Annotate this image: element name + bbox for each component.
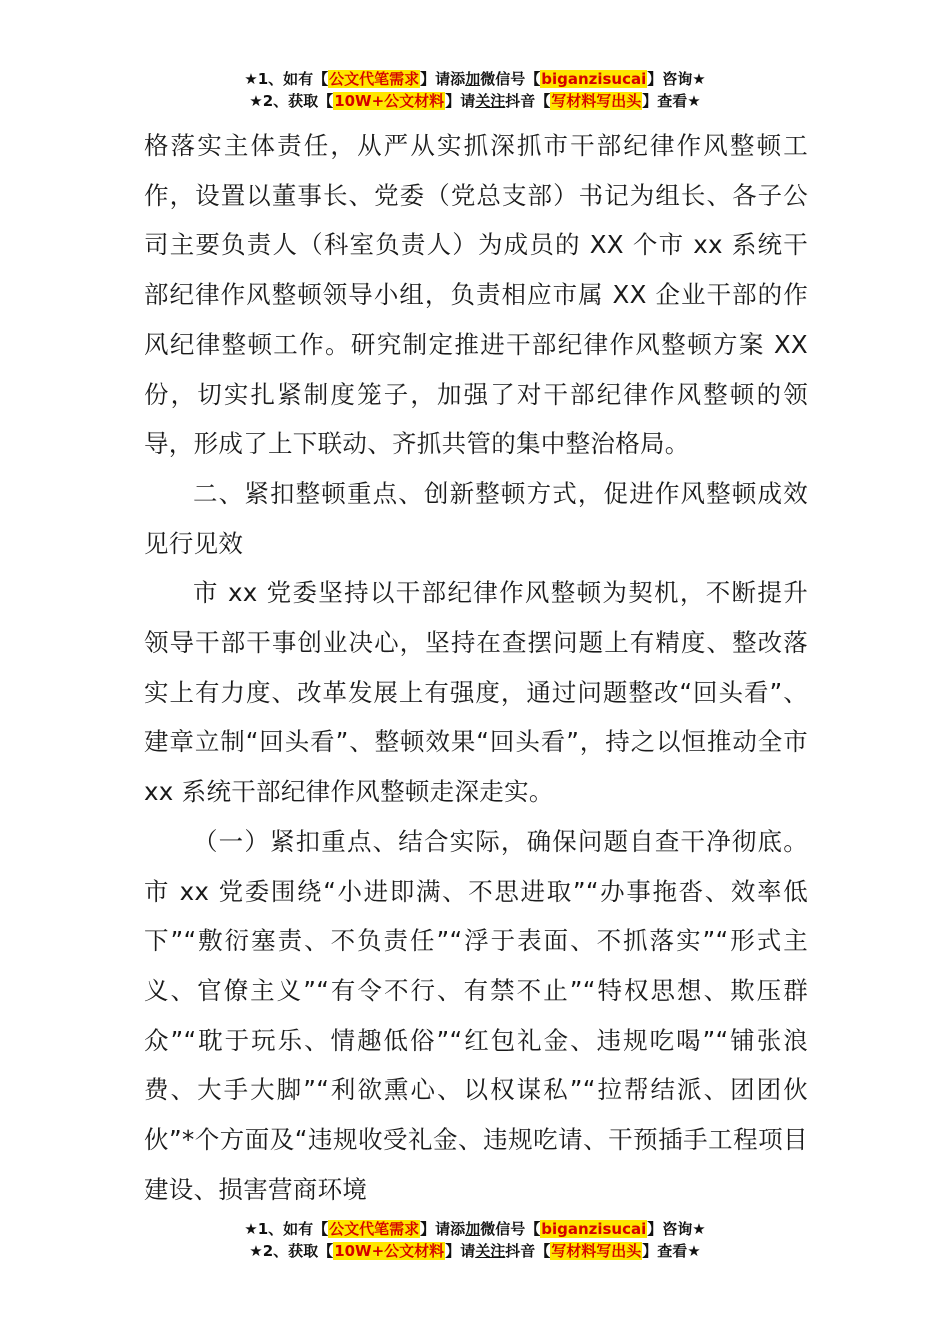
banner-highlight: biganzisucai xyxy=(541,70,647,88)
banner-line-2 xyxy=(0,90,950,112)
banner-underlined: 加 xyxy=(465,1220,481,1238)
banner-text: 】请添 xyxy=(420,70,466,88)
section-heading: 二、紧扣整顿重点、创新整顿方式，促进作风整顿成效见行见效 xyxy=(144,478,808,558)
banner-line-1 xyxy=(0,68,950,90)
banner-text: 】请 xyxy=(445,1242,476,1260)
banner-text: ★1、如有【 xyxy=(244,70,329,88)
banner-line-1 xyxy=(0,1218,950,1240)
banner-highlight: biganzisucai xyxy=(541,1220,647,1238)
banner-highlight: 写材料写出头 xyxy=(551,1242,642,1260)
banner-text: 微信号【 xyxy=(480,70,541,88)
banner-underlined: 关注 xyxy=(475,92,506,110)
banner-text: 微信号【 xyxy=(480,1220,541,1238)
paragraph-2: 市 xx 党委坚持以干部纪律作风整顿为契机，不断提升领导干部干事创业决心，坚持在查摆问题上有精度、整改落实上有力度、改革发展上有强度，通过问题整改“回头看”、建章立制“回头看”、整顿效果“回头看”，持之以恒推动全市 xx 系统干部纪律作风整顿走深走实。 xyxy=(144,578,808,807)
banner-underlined: 关注 xyxy=(475,1242,506,1260)
banner-text: ★2、获取【 xyxy=(249,92,334,110)
banner-text: 】咨询★ xyxy=(647,70,706,88)
banner-highlight: 写材料写出头 xyxy=(551,92,642,110)
paragraph-1: 格落实主体责任，从严从实抓深抓市干部纪律作风整顿工作，设置以董事长、党委（党总支部）书记为组长、各子公司主要负责人（科室负责人）为成员的 XX 个市 xx 系统干部纪律作风整顿领导小组，负责相应市属 XX 企业干部的作风纪律整顿工作。研究制定推进干部纪律作风整顿方案 XX 份，切实扎紧制度笼子，加强了对干部纪律作风整顿的领导，形成了上下联动、齐抓共管的集中整治格局。 xyxy=(144,131,808,459)
banner-text: 抖音【 xyxy=(505,1242,551,1260)
header-banner xyxy=(0,68,950,112)
banner-text: 】请添 xyxy=(420,1220,466,1238)
banner-text: 】查看★ xyxy=(642,92,701,110)
banner-text: 】请 xyxy=(445,92,476,110)
banner-highlight: 公文代笔需求 xyxy=(329,1220,420,1238)
banner-underlined: 加 xyxy=(465,70,481,88)
document-body xyxy=(144,121,808,1214)
banner-line-2 xyxy=(0,1240,950,1262)
banner-highlight: 公文代笔需求 xyxy=(329,70,420,88)
banner-highlight: 10W+公文材料 xyxy=(334,1242,445,1260)
banner-text: ★1、如有【 xyxy=(244,1220,329,1238)
paragraph-3: （一）紧扣重点、结合实际，确保问题自查干净彻底。市 xx 党委围绕“小进即满、不思进取”“办事拖沓、效率低下”“敷衍塞责、不负责任”“浮于表面、不抓落实”“形式主义、官僚主义”“有令不行、有禁不止”“特权思想、欺压群众”“耽于玩乐、情趣低俗”“红包礼金、违规吃喝”“铺张浪费、大手大脚”“利欲熏心、以权谋私”“拉帮结派、团团伙伙”*个方面及“违规收受礼金、违规吃请、干预插手工程项目建设、损害营商环境 xyxy=(144,826,808,1204)
banner-text: 】咨询★ xyxy=(647,1220,706,1238)
banner-highlight: 10W+公文材料 xyxy=(334,92,445,110)
footer-banner xyxy=(0,1218,950,1262)
banner-text: ★2、获取【 xyxy=(249,1242,334,1260)
banner-text: 抖音【 xyxy=(505,92,551,110)
banner-text: 】查看★ xyxy=(642,1242,701,1260)
